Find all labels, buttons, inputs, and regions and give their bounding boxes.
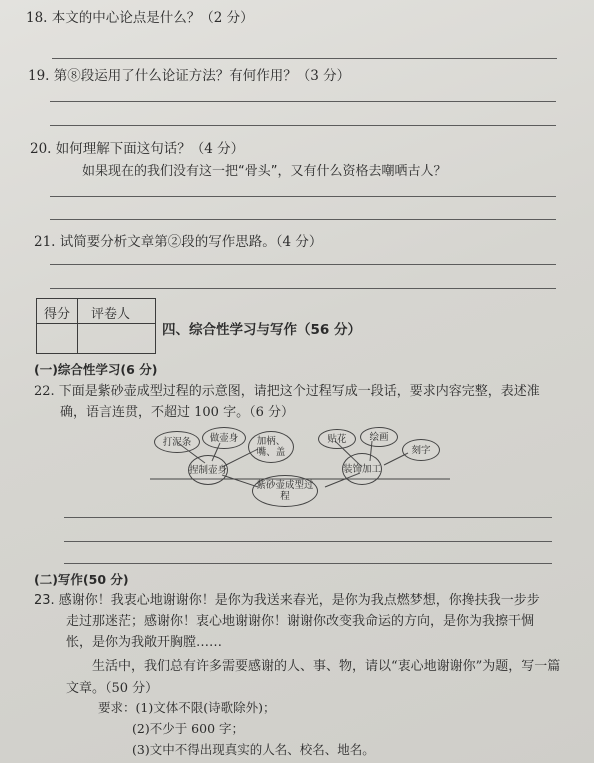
- question-19: 19. 第⑧段运用了什么论证方法？有何作用？（3 分）: [28, 68, 351, 84]
- question-23-line3: 怅，是你为我敞开胸膛……: [66, 635, 223, 650]
- node-appliques: 贴花: [318, 429, 356, 449]
- answer-line: [64, 517, 552, 518]
- node-add-handle-spout-lid: 加柄、嘴、盖: [248, 431, 294, 463]
- node-decoration: 装饰加工: [342, 453, 382, 485]
- requirement-1: 要求：(1)文体不限(诗歌除外)；: [98, 700, 276, 715]
- process-diagram: [150, 423, 450, 508]
- section-4-title: 四、综合性学习与写作（56 分）: [162, 322, 361, 338]
- answer-line: [50, 288, 556, 289]
- question-23-line2: 走过那迷茫；感谢你！衷心地谢谢你！谢谢你改变我命运的方向，是你为我擦干惆: [66, 614, 535, 629]
- question-20-quote: 如果现在的我们没有这一把“骨头”，又有什么资格去嘲哂古人？: [82, 164, 447, 179]
- node-carving: 刻字: [402, 439, 440, 461]
- node-painting: 绘画: [360, 427, 398, 447]
- question-23-points: 文章。（50 分）: [66, 681, 159, 696]
- answer-line: [50, 264, 556, 265]
- answer-line: [64, 563, 552, 564]
- score-label: 得分: [44, 307, 71, 322]
- requirement-2: (2)不少于 600 字；: [132, 721, 245, 736]
- answer-line: [50, 219, 556, 220]
- requirement-3: (3)文中不得出现真实的人名、校名、地名。: [132, 742, 375, 757]
- node-make-pot-body: 做壶身: [202, 427, 246, 449]
- question-23-line1: 23. 感谢你！我衷心地谢谢你！是你为我送来春光，是你为我点燃梦想，你搀扶我一步步: [34, 593, 540, 608]
- node-center-process: 紫砂壶成型过程: [252, 475, 318, 507]
- answer-line: [50, 101, 556, 102]
- question-22-line1: 22. 下面是紫砂壶成型过程的示意图，请把这个过程写成一段话，要求内容完整，表述准: [34, 384, 540, 399]
- answer-line: [50, 196, 556, 197]
- question-23-prompt: 生活中，我们总有许多需要感谢的人、事、物，请以“衷心地谢谢你”为题，写一篇: [92, 659, 561, 674]
- question-21: 21. 试简要分析文章第②段的写作思路。（4 分）: [34, 234, 323, 250]
- node-make-clay-strips: 打泥条: [154, 431, 200, 453]
- part-2-title: (二)写作(50 分): [34, 572, 129, 587]
- answer-line: [52, 58, 557, 59]
- part-1-title: (一)综合性学习(6 分): [34, 362, 158, 377]
- question-18: 18. 本文的中心论点是什么？（2 分）: [26, 10, 254, 26]
- question-22-line2: 确，语言连贯，不超过 100 字。（6 分）: [60, 405, 294, 420]
- answer-line: [64, 541, 552, 542]
- answer-line: [50, 125, 556, 126]
- node-shape-pot-body: 捏制壶身: [188, 455, 228, 485]
- question-20: 20. 如何理解下面这句话？（4 分）: [30, 141, 245, 157]
- score-table: [36, 298, 156, 354]
- grader-label: 评卷人: [91, 307, 131, 322]
